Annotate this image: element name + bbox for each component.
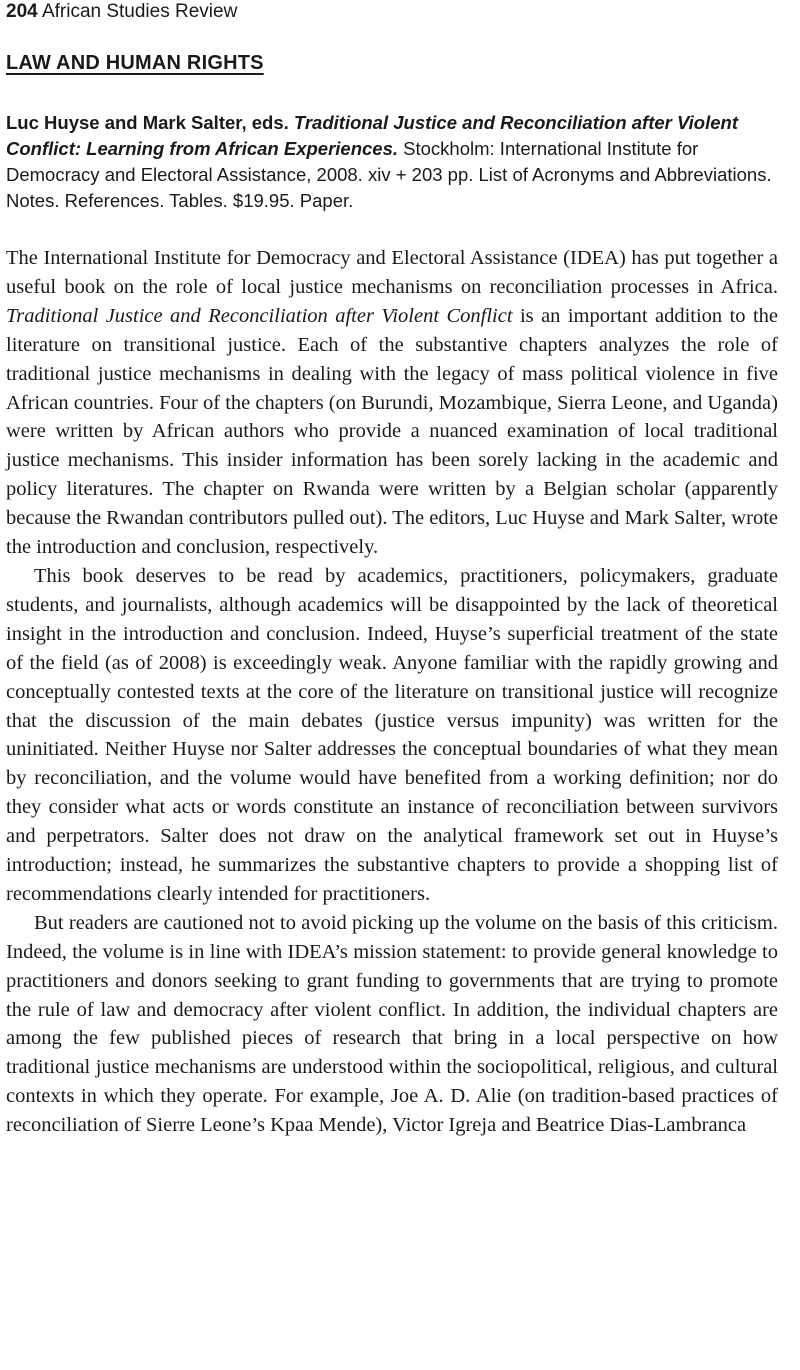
review-paragraph: But readers are cautioned not to avoid picking up the volume on the basis of this criticism. Indeed, the volume is in line with IDEA’s mission statement: to provide general knowledge to practitioners and donors seeking to grant funding to governments that are trying to promote the rule of law and democracy after violent conflict. In addition, the individual chapters are among the few published pieces of research that bring in a local perspective on how traditional justice mechanisms are understood within the sociopolitical, religious, and cultural contexts in which they operate. For example, Joe A. D. Alie (on tradition-based practices of reconciliation of Sierre Leone’s Kpaa Mende), Victor Igreja and Beatrice Dias-Lambranca <box>6 911 778 1137</box>
citation-authors: Luc Huyse and Mark Salter, eds. <box>6 112 289 133</box>
review-paragraph-text: The International Institute for Democracy and Electoral Assistance (IDEA) has put together a useful book on the role of local justice mechanisms on reconciliation processes in Africa. <box>6 247 778 298</box>
citation-details: Stockholm: International Institute for Democracy and Electoral Assistance, 2008. xiv + 203 pp. List of Acronyms and Abbreviations. Notes. References. Tables. $19.95. Paper. <box>6 138 772 211</box>
review-paragraph <box>6 244 778 562</box>
page-number: 204 <box>6 1 38 22</box>
review-body <box>6 244 778 1140</box>
review-paragraph: This book deserves to be read by academics, practitioners, policymakers, graduate students, and journalists, although academics will be disappointed by the lack of theoretical insight in the introduction and conclusion. Indeed, Huyse’s superficial treatment of the state of the field (as of 2008) is exceedingly weak. Anyone familiar with the rapidly growing and conceptually contested texts at the core of the literature on transitional justice will recognize that the discussion of the main debates (justice versus impunity) was written for the uninitiated. Neither Huyse nor Salter addresses the conceptual boundaries of what they mean by reconciliation, and the volume would have benefited from a working definition; nor do they consider what acts or words constitute an instance of reconciliation between survivors and perpetrators. Salter does not draw on the analytical framework set out in Huyse’s introduction; instead, he summarizes the substantive chapters to provide a shopping list of recommendations clearly intended for practitioners. <box>6 564 778 905</box>
section-heading: LAW AND HUMAN RIGHTS <box>6 52 264 74</box>
running-head <box>6 1 237 23</box>
review-paragraph-text: is an important addition to the literature on transitional justice. Each of the substantive chapters analyzes the role of traditional justice mechanisms in dealing with the legacy of mass political violence in five African countries. Four of the chapters (on Burundi, Mozambique, Sierra Leone, and Uganda) were written by African authors who provide a nuanced examination of local traditional justice mechanisms. This insider information has been sorely lacking in the academic and policy literatures. The chapter on Rwanda were written by a Belgian scholar (apparently because the Rwandan contributors pulled out). The editors, Luc Huyse and Mark Salter, wrote the introduction and conclusion, respectively. <box>6 304 779 559</box>
review-book-title: Traditional Justice and Reconciliation after Violent Conflict <box>6 304 513 327</box>
journal-name: African Studies Review <box>41 1 238 22</box>
book-citation <box>6 110 778 214</box>
citation-book-title: Traditional Justice and Reconciliation after Violent Conflict: Learning from African Experiences. <box>6 112 738 159</box>
